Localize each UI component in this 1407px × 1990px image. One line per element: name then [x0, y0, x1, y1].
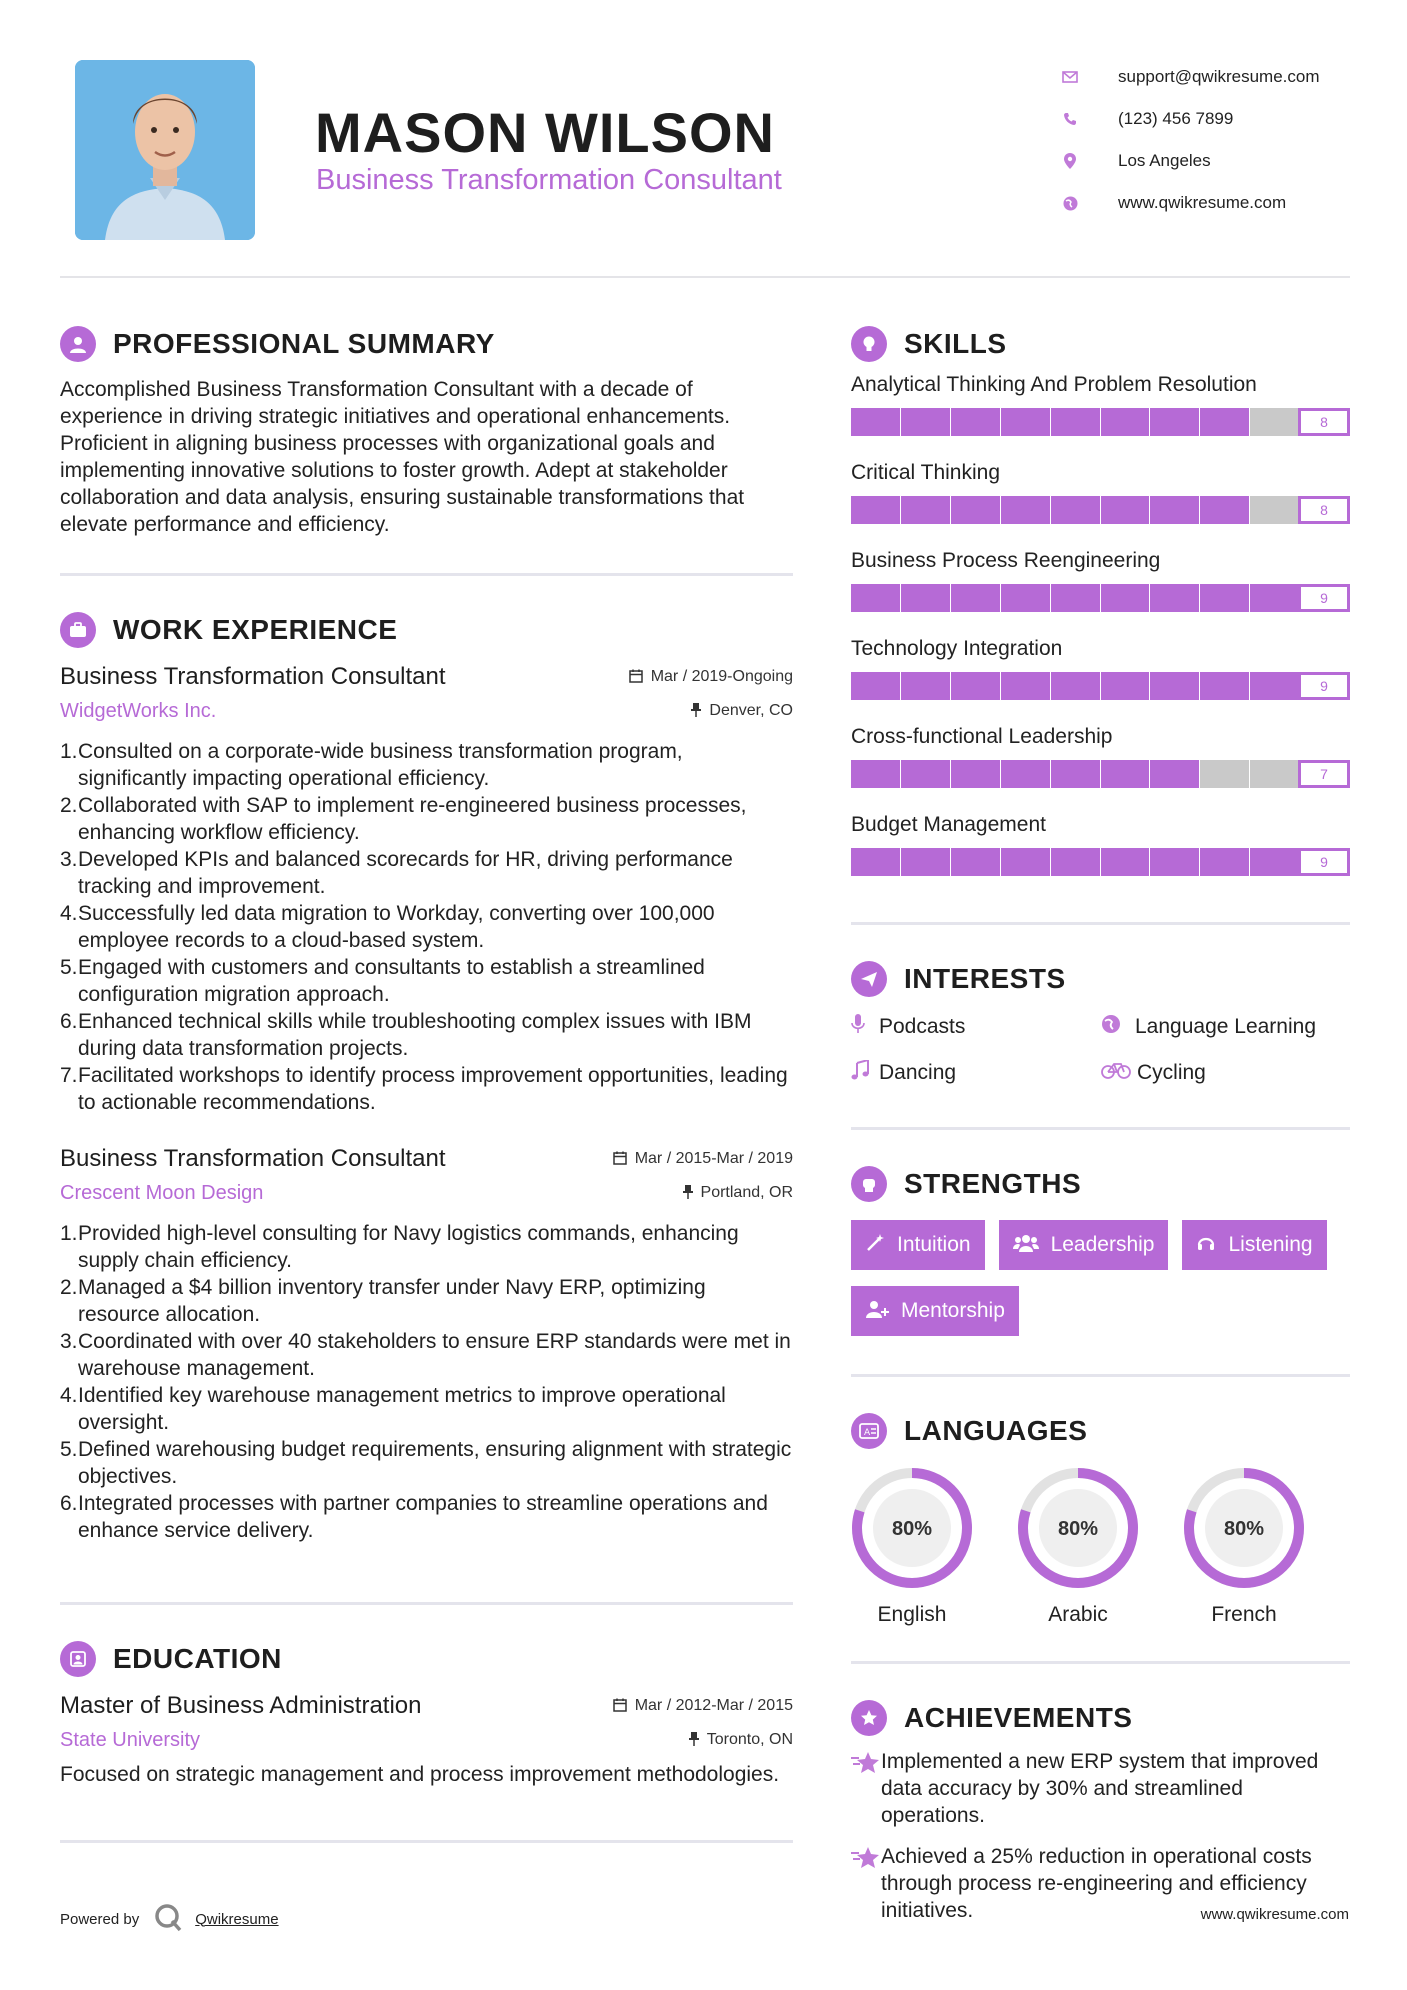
education-entry [60, 1689, 793, 1788]
powered-by-label: Powered by [60, 1910, 140, 1928]
skill-name: Analytical Thinking And Problem Resolution [851, 373, 1257, 396]
experience-section [60, 606, 793, 1544]
globe-icon [1050, 196, 1090, 211]
star-icon [851, 1748, 881, 1829]
skill-bar-segment [1051, 848, 1101, 876]
interest-label: Cycling [1137, 1061, 1206, 1084]
experience-heading [60, 606, 793, 654]
job-date [629, 668, 793, 686]
skill-bar-segment [1051, 672, 1101, 700]
skill-bar-segment [1001, 584, 1051, 612]
education-date [613, 1697, 793, 1715]
skill-level-bar [851, 584, 1350, 612]
profile-photo-image [75, 60, 255, 240]
school-name: State University [60, 1729, 201, 1751]
list-item: 3. Developed KPIs and balanced scorecards for HR, driving performance tracking and improvement. [60, 848, 733, 898]
skill-bar-segment [851, 496, 901, 524]
skill-bar-segment [1250, 760, 1300, 788]
skill-bar-segment [1150, 584, 1200, 612]
contact-website-text: www.qwikresume.com [1118, 193, 1287, 212]
language-progress-ring [1183, 1467, 1305, 1589]
skill-level-bar [851, 760, 1350, 788]
skill-level-bar [851, 672, 1350, 700]
job-company: Crescent Moon Design [60, 1182, 264, 1204]
skill-bar-segment [1101, 496, 1151, 524]
skill-bar-segment [1001, 496, 1051, 524]
education-title: EDUCATION [113, 1643, 282, 1674]
skill-bar-segment [1001, 760, 1051, 788]
skill-bar-segment [1150, 496, 1200, 524]
language-percent: 80% [1057, 1518, 1099, 1540]
skill-bar-segment [1150, 672, 1200, 700]
section-divider [60, 573, 793, 576]
globe-icon [1101, 1014, 1129, 1040]
interest-label: Podcasts [879, 1015, 966, 1038]
strengths-title: STRENGTHS [904, 1168, 1082, 1199]
skill-bar-segment [1051, 496, 1101, 524]
skill-bar-segment [851, 848, 901, 876]
experience-title: WORK EXPERIENCE [113, 614, 398, 645]
skills-section [851, 320, 1350, 876]
skill-bar-segment [951, 672, 1001, 700]
skill-bar-segment [1051, 408, 1101, 436]
list-item: 5. Defined warehousing budget requirements, ensuring alignment with strategic objectives. [60, 1438, 792, 1488]
language-percent: 80% [891, 1518, 933, 1540]
section-divider [851, 922, 1350, 925]
interests-section [851, 955, 1350, 1087]
list-item: 2. Managed a $4 billion inventory transfer under Navy ERP, optimizing resource allocation. [60, 1276, 706, 1326]
skills-heading [851, 320, 1350, 368]
skill-name: Cross-functional Leadership [851, 725, 1113, 748]
skill-name: Budget Management [851, 813, 1046, 836]
skill-level-value: 9 [1298, 848, 1350, 876]
skill-name: Critical Thinking [851, 461, 1000, 484]
skill-level-value: 9 [1298, 672, 1350, 700]
summary-text: Accomplished Business Transformation Consultant with a decade of experience in driving strategic initiatives and operational enhancements. Proficient in aligning business processes with organizational goals and implementing innovative solutions to foster growth. Adept at stakeholder collaboration and data analysis, ensuring sustainable transformations that elevate performance and efficiency. [60, 378, 745, 536]
skill-item [851, 810, 1350, 876]
skill-bar-segment [1250, 408, 1300, 436]
section-divider [60, 1840, 793, 1843]
skill-level-value: 8 [1298, 408, 1350, 436]
skill-bar-segment [901, 496, 951, 524]
lightbulb-icon [851, 326, 887, 362]
strength-label: Leadership [1050, 1233, 1155, 1256]
skill-bar-segment [901, 848, 951, 876]
languages-list [851, 1467, 1350, 1627]
strength-label: Listening [1228, 1233, 1313, 1256]
calendar-icon [613, 1151, 627, 1168]
skill-bar-segment [1051, 584, 1101, 612]
user-icon [60, 326, 96, 362]
language-item [1183, 1467, 1349, 1627]
job-bullet-list [60, 738, 793, 1116]
education-heading [60, 1635, 793, 1683]
skill-bar-segment [1250, 584, 1300, 612]
skill-item [851, 370, 1350, 436]
job-role: Business Transformation Consultant [60, 663, 446, 690]
skill-level-value: 8 [1298, 496, 1350, 524]
language-item [1017, 1467, 1183, 1627]
skill-level-value: 7 [1298, 760, 1350, 788]
strengths-heading [851, 1160, 1350, 1208]
graduate-icon [60, 1641, 96, 1677]
summary-heading [60, 320, 793, 368]
strengths-section [851, 1160, 1350, 1336]
skill-bar-segment [1200, 584, 1250, 612]
contact-email-text: support@qwikresume.com [1118, 67, 1320, 86]
achievements-heading [851, 1694, 1350, 1742]
skill-level-bar [851, 408, 1350, 436]
achievements-section [851, 1694, 1350, 1924]
strength-label: Mentorship [901, 1299, 1005, 1322]
skill-bar-segment [851, 672, 901, 700]
language-name: French [1211, 1603, 1277, 1626]
user-plus-icon [865, 1299, 889, 1324]
job-date [613, 1150, 793, 1168]
list-item: 2. Collaborated with SAP to implement re-engineered business processes, enhancing workflow efficiency. [60, 794, 747, 844]
skill-bar-segment [901, 672, 951, 700]
skill-bar-segment [901, 584, 951, 612]
job-entry [60, 1142, 793, 1544]
job-date-text: Mar / 2019-Ongoing [650, 668, 793, 685]
skill-bar-segment [1001, 408, 1051, 436]
list-item: 6. Enhanced technical skills while troubleshooting complex issues with IBM during data transformation projects. [60, 1010, 752, 1060]
footer-powered-by [60, 1902, 279, 1936]
briefcase-icon [60, 612, 96, 648]
skill-bar-segment [1101, 760, 1151, 788]
skill-bar-segment [1101, 672, 1151, 700]
list-item: 4. Successfully led data migration to Workday, converting over 100,000 employee records to a cloud-based system. [60, 902, 715, 952]
interest-label: Language Learning [1135, 1015, 1317, 1038]
languages-title: LANGUAGES [904, 1415, 1088, 1446]
paper-plane-icon [851, 961, 887, 997]
music-note-icon [851, 1060, 879, 1086]
bicycle-icon [1101, 1061, 1137, 1085]
skill-bar-segment [901, 760, 951, 788]
list-item: 4. Identified key warehouse management metrics to improve operational oversight. [60, 1384, 726, 1434]
skill-bar-segment [951, 496, 1001, 524]
skill-bar-segment [1001, 672, 1051, 700]
star-badge-icon [851, 1700, 887, 1736]
education-description: Focused on strategic management and process improvement methodologies. [60, 1763, 780, 1786]
skill-name: Technology Integration [851, 637, 1063, 660]
skill-level-bar [851, 848, 1350, 876]
contact-location [1050, 140, 1380, 182]
skill-bar-segment [1101, 408, 1151, 436]
strength-chip [1182, 1220, 1326, 1270]
interest-item [1101, 1013, 1350, 1041]
interest-label: Dancing [879, 1061, 957, 1084]
language-progress-ring [1017, 1467, 1139, 1589]
left-column [60, 320, 793, 1843]
job-location-text: Portland, OR [700, 1184, 793, 1201]
skill-bar-segment [1101, 584, 1151, 612]
headphones-icon [1196, 1233, 1216, 1258]
candidate-name: MASON WILSON [315, 101, 775, 164]
magic-wand-icon [865, 1233, 885, 1258]
job-entry [60, 660, 793, 1116]
skill-bar-segment [1150, 848, 1200, 876]
skill-item [851, 634, 1350, 700]
interests-heading [851, 955, 1350, 1003]
contact-location-text: Los Angeles [1118, 151, 1211, 170]
list-item: 6. Integrated processes with partner companies to streamline operations and enhance service delivery. [60, 1492, 768, 1542]
pushpin-icon [691, 703, 701, 720]
interest-item [851, 1013, 1101, 1041]
skill-bar-segment [851, 584, 901, 612]
achievement-text: Implemented a new ERP system that improved data accuracy by 30% and streamlined operations. [881, 1750, 1319, 1827]
phone-icon [1050, 112, 1090, 126]
skill-bar-segment [951, 408, 1001, 436]
skill-item [851, 458, 1350, 524]
education-section [60, 1635, 793, 1788]
job-company: WidgetWorks Inc. [60, 700, 217, 722]
skill-item [851, 722, 1350, 788]
achievements-title: ACHIEVEMENTS [904, 1702, 1133, 1733]
skill-bar-segment [1250, 672, 1300, 700]
skill-bar-segment [1250, 496, 1300, 524]
skill-bar-segment [1001, 848, 1051, 876]
pushpin-icon [689, 1732, 699, 1749]
star-icon [851, 1843, 881, 1924]
list-item: 1. Provided high-level consulting for Navy logistics commands, enhancing supply chain efficiency. [60, 1222, 739, 1272]
skills-title: SKILLS [904, 328, 1007, 359]
skill-bar-segment [1250, 848, 1300, 876]
resume-header [0, 0, 1407, 280]
skill-level-value: 9 [1298, 584, 1350, 612]
language-item [851, 1467, 1017, 1627]
section-divider [851, 1661, 1350, 1664]
email-icon [1050, 71, 1090, 83]
fist-icon [851, 1166, 887, 1202]
contact-email[interactable] [1050, 56, 1380, 98]
skill-item [851, 546, 1350, 612]
achievement-text: Achieved a 25% reduction in operational costs through process re-engineering and efficiency initiatives. [881, 1845, 1312, 1922]
profile-photo [75, 60, 255, 240]
contact-phone-text: (123) 456 7899 [1118, 109, 1234, 128]
education-date-text: Mar / 2012-Mar / 2015 [634, 1697, 793, 1714]
list-item: 3. Coordinated with over 40 stakeholders to ensure ERP standards were met in warehouse management. [60, 1330, 791, 1380]
skill-bar-segment [851, 760, 901, 788]
microphone-icon [851, 1014, 879, 1040]
language-name: English [877, 1603, 947, 1626]
skill-bar-segment [1101, 848, 1151, 876]
job-location [683, 1184, 793, 1202]
skill-bar-segment [1200, 760, 1250, 788]
skill-bar-segment [1200, 848, 1250, 876]
skill-bar-segment [1150, 408, 1200, 436]
section-divider [851, 1127, 1350, 1130]
skill-bar-segment [851, 408, 901, 436]
degree-name: Master of Business Administration [60, 1692, 422, 1719]
group-icon [1013, 1233, 1039, 1258]
skill-bar-segment [1051, 760, 1101, 788]
section-divider [851, 1374, 1350, 1377]
strength-chip [999, 1220, 1169, 1270]
interest-item [1101, 1059, 1350, 1087]
skill-bar-segment [1150, 760, 1200, 788]
interests-list [851, 1013, 1350, 1087]
footer-website-link[interactable]: www.qwikresume.com [1200, 1906, 1349, 1923]
calendar-icon [629, 669, 643, 686]
skill-bar-segment [951, 848, 1001, 876]
job-date-text: Mar / 2015-Mar / 2019 [634, 1150, 793, 1167]
skill-bar-segment [901, 408, 951, 436]
candidate-title: Business Transformation Consultant [316, 164, 782, 196]
skill-name: Business Process Reengineering [851, 549, 1161, 572]
strength-chip [851, 1286, 1019, 1336]
interest-item [851, 1059, 1101, 1087]
summary-title: PROFESSIONAL SUMMARY [113, 328, 495, 359]
languages-section [851, 1407, 1350, 1627]
job-location-text: Denver, CO [709, 702, 793, 719]
list-item: 5. Engaged with customers and consultants to establish a streamlined configuration migration approach. [60, 956, 705, 1006]
section-divider [60, 1602, 793, 1605]
qwikresume-logo-icon [153, 1902, 183, 1936]
strength-label: Intuition [897, 1233, 971, 1256]
language-icon [851, 1413, 887, 1449]
language-name: Arabic [1048, 1603, 1108, 1626]
contact-list [1050, 56, 1380, 224]
languages-heading [851, 1407, 1350, 1455]
pushpin-icon [683, 1185, 693, 1202]
language-progress-ring [851, 1467, 973, 1589]
education-location [689, 1731, 793, 1749]
header-divider [60, 276, 1350, 278]
summary-section [60, 320, 793, 538]
right-column [851, 320, 1350, 1924]
list-item: 1. Consulted on a corporate-wide business transformation program, significantly impacting operational efficiency. [60, 740, 683, 790]
education-location-text: Toronto, ON [706, 1731, 793, 1748]
list-item: 7. Facilitated workshops to identify process improvement opportunities, leading to actionable recommendations. [60, 1064, 788, 1114]
svg-text:A: A [864, 1428, 871, 1438]
skill-level-bar [851, 496, 1350, 524]
skill-bar-segment [1200, 496, 1250, 524]
contact-website[interactable] [1050, 182, 1380, 224]
calendar-icon [613, 1698, 627, 1715]
contact-phone[interactable] [1050, 98, 1380, 140]
skills-list [851, 370, 1350, 876]
skill-bar-segment [951, 760, 1001, 788]
skill-bar-segment [1200, 672, 1250, 700]
strength-chip [851, 1220, 985, 1270]
job-role: Business Transformation Consultant [60, 1145, 446, 1172]
job-location [691, 702, 793, 720]
skill-bar-segment [951, 584, 1001, 612]
interests-title: INTERESTS [904, 963, 1066, 994]
language-percent: 80% [1223, 1518, 1265, 1540]
location-pin-icon [1050, 153, 1090, 169]
job-bullet-list [60, 1220, 793, 1544]
strengths-list [851, 1220, 1350, 1336]
qwikresume-link[interactable]: Qwikresume [195, 1910, 279, 1928]
achievement-item [851, 1748, 1350, 1829]
skill-bar-segment [1200, 408, 1250, 436]
